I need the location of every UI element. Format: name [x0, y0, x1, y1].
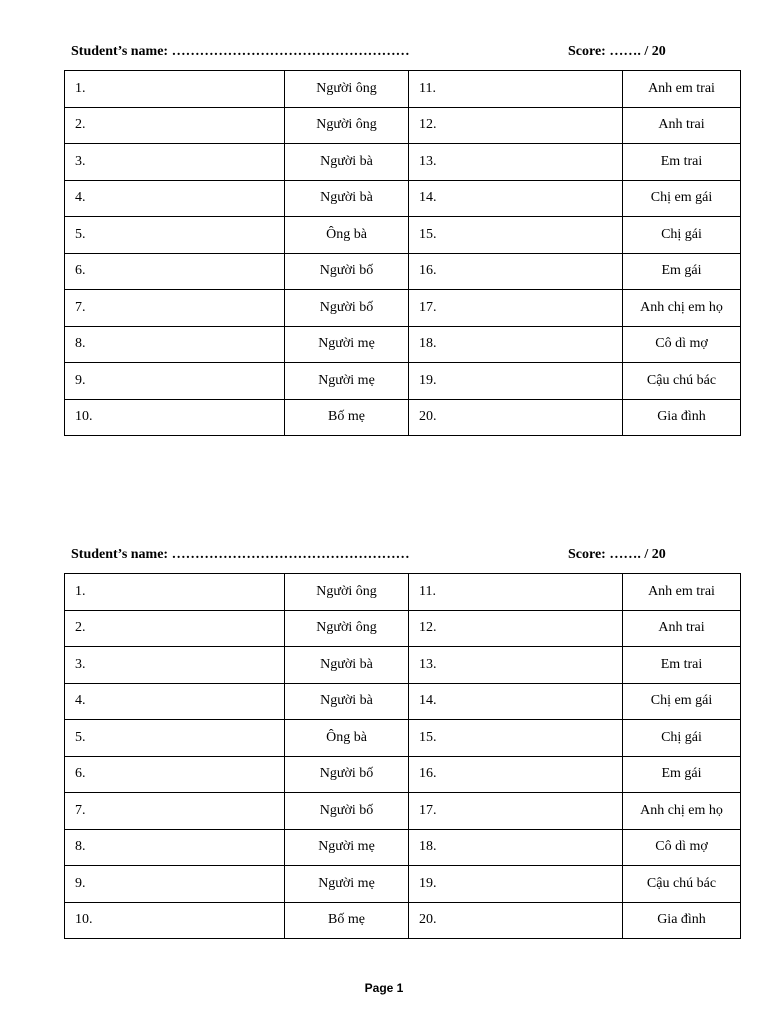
- table-row: [65, 866, 741, 903]
- vocab-word: Chị gái: [623, 720, 741, 757]
- table-row: [65, 180, 741, 217]
- vocab-word: Bố mẹ: [285, 902, 409, 939]
- item-number: 5.: [65, 217, 285, 254]
- item-number: 18.: [409, 829, 623, 866]
- item-number: 17.: [409, 290, 623, 327]
- item-number: 1.: [65, 71, 285, 108]
- table-row: [65, 326, 741, 363]
- item-number: 11.: [409, 71, 623, 108]
- vocab-word: Người mẹ: [285, 829, 409, 866]
- item-number: 4.: [65, 683, 285, 720]
- item-number: 11.: [409, 574, 623, 611]
- item-number: 16.: [409, 756, 623, 793]
- table-row: [65, 363, 741, 400]
- score-label: Score: ……. / 20: [568, 547, 666, 562]
- item-number: 7.: [65, 290, 285, 327]
- item-number: 18.: [409, 326, 623, 363]
- table-row: [65, 71, 741, 108]
- item-number: 10.: [65, 902, 285, 939]
- vocab-word: Cô dì mợ: [623, 829, 741, 866]
- vocab-word: Người bố: [285, 793, 409, 830]
- item-number: 12.: [409, 107, 623, 144]
- item-number: 5.: [65, 720, 285, 757]
- vocab-word: Người bà: [285, 647, 409, 684]
- item-number: 16.: [409, 253, 623, 290]
- item-number: 9.: [65, 866, 285, 903]
- vocab-word: Người mẹ: [285, 363, 409, 400]
- vocab-word: Cậu chú bác: [623, 866, 741, 903]
- table-row: [65, 144, 741, 181]
- vocab-word: Chị em gái: [623, 683, 741, 720]
- vocab-word: Anh em trai: [623, 574, 741, 611]
- table-row: [65, 290, 741, 327]
- vocab-word: Anh trai: [623, 107, 741, 144]
- item-number: 14.: [409, 683, 623, 720]
- item-number: 10.: [65, 399, 285, 436]
- student-name-label: Student’s name: ……………………………………………: [71, 44, 410, 59]
- vocab-word: Em gái: [623, 253, 741, 290]
- vocab-word: Người ông: [285, 71, 409, 108]
- table-row: [65, 902, 741, 939]
- item-number: 6.: [65, 756, 285, 793]
- student-name-label: Student’s name: ……………………………………………: [71, 547, 410, 562]
- item-number: 2.: [65, 107, 285, 144]
- item-number: 19.: [409, 866, 623, 903]
- vocab-word: Anh em trai: [623, 71, 741, 108]
- item-number: 9.: [65, 363, 285, 400]
- vocab-word: Gia đình: [623, 902, 741, 939]
- vocab-word: Người bà: [285, 144, 409, 181]
- score-label: Score: ……. / 20: [568, 44, 666, 59]
- vocab-word: Chị em gái: [623, 180, 741, 217]
- vocab-word: Cô dì mợ: [623, 326, 741, 363]
- worksheet-header: [64, 44, 740, 64]
- item-number: 12.: [409, 610, 623, 647]
- vocab-word: Người mẹ: [285, 866, 409, 903]
- item-number: 2.: [65, 610, 285, 647]
- worksheet-header: [64, 547, 740, 567]
- table-row: [65, 683, 741, 720]
- vocab-word: Bố mẹ: [285, 399, 409, 436]
- vocab-word: Người bố: [285, 253, 409, 290]
- vocab-word: Em trai: [623, 647, 741, 684]
- item-number: 14.: [409, 180, 623, 217]
- item-number: 4.: [65, 180, 285, 217]
- item-number: 7.: [65, 793, 285, 830]
- vocab-table: [64, 70, 741, 436]
- item-number: 15.: [409, 217, 623, 254]
- item-number: 20.: [409, 399, 623, 436]
- table-row: [65, 756, 741, 793]
- table-row: [65, 829, 741, 866]
- item-number: 13.: [409, 144, 623, 181]
- vocab-word: Người bố: [285, 290, 409, 327]
- item-number: 3.: [65, 647, 285, 684]
- table-row: [65, 793, 741, 830]
- vocab-word: Anh chị em họ: [623, 793, 741, 830]
- worksheet-bottom: [64, 547, 740, 939]
- item-number: 8.: [65, 326, 285, 363]
- item-number: 20.: [409, 902, 623, 939]
- item-number: 13.: [409, 647, 623, 684]
- table-row: [65, 610, 741, 647]
- vocab-word: Người ông: [285, 610, 409, 647]
- vocab-word: Em gái: [623, 756, 741, 793]
- table-row: [65, 107, 741, 144]
- vocab-word: Người ông: [285, 107, 409, 144]
- item-number: 6.: [65, 253, 285, 290]
- table-row: [65, 399, 741, 436]
- vocab-word: Anh chị em họ: [623, 290, 741, 327]
- vocab-word: Người bà: [285, 683, 409, 720]
- vocab-word: Người ông: [285, 574, 409, 611]
- vocab-word: Người bà: [285, 180, 409, 217]
- vocab-word: Anh trai: [623, 610, 741, 647]
- vocab-word: Chị gái: [623, 217, 741, 254]
- vocab-table: [64, 573, 741, 939]
- table-row: [65, 574, 741, 611]
- table-row: [65, 647, 741, 684]
- worksheet-top: [64, 44, 740, 436]
- item-number: 1.: [65, 574, 285, 611]
- vocab-word: Cậu chú bác: [623, 363, 741, 400]
- table-row: [65, 217, 741, 254]
- vocab-word: Gia đình: [623, 399, 741, 436]
- item-number: 15.: [409, 720, 623, 757]
- page-number: Page 1: [364, 981, 404, 995]
- vocab-word: Người bố: [285, 756, 409, 793]
- table-row: [65, 720, 741, 757]
- table-row: [65, 253, 741, 290]
- item-number: 8.: [65, 829, 285, 866]
- item-number: 19.: [409, 363, 623, 400]
- vocab-word: Ông bà: [285, 720, 409, 757]
- vocab-word: Em trai: [623, 144, 741, 181]
- item-number: 17.: [409, 793, 623, 830]
- vocab-word: Người mẹ: [285, 326, 409, 363]
- item-number: 3.: [65, 144, 285, 181]
- vocab-word: Ông bà: [285, 217, 409, 254]
